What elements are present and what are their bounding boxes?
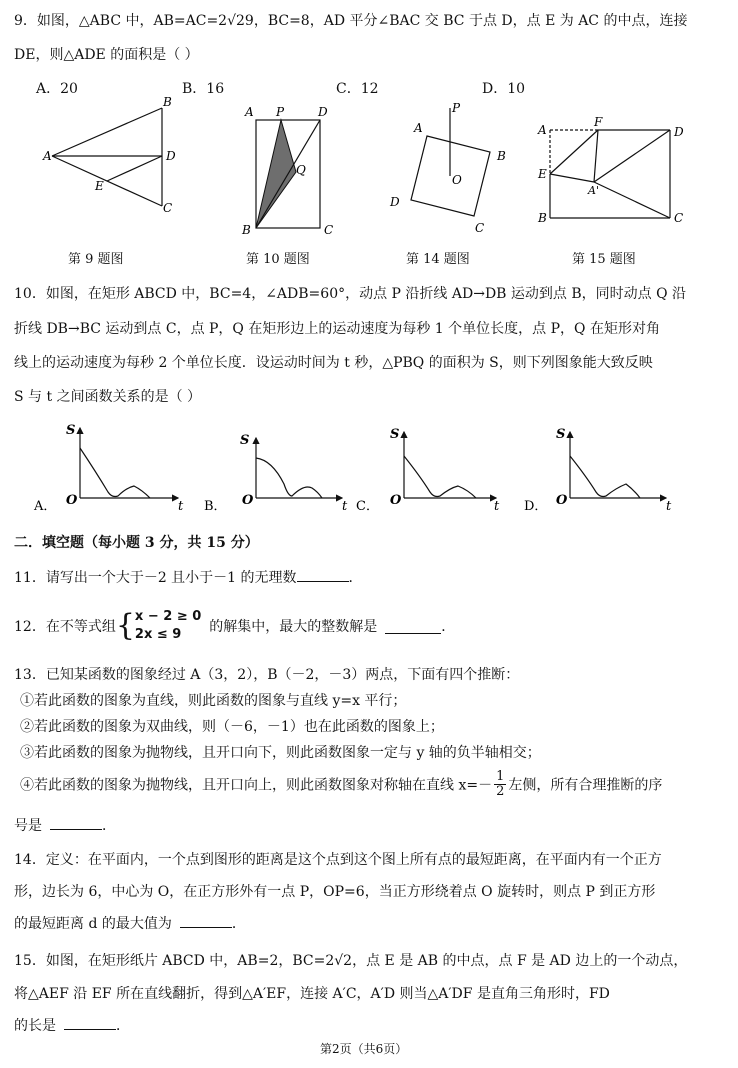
q10-line4: S 与 t 之间函数关系的是（ ） (14, 389, 202, 405)
caption-fig9: 第 9 题图 (68, 252, 124, 267)
caption-fig10: 第 10 题图 (246, 252, 310, 267)
q13-answer-blank[interactable] (50, 815, 102, 830)
fig10-label-c: C (324, 223, 334, 237)
q9-text-line2: DE，则△ADE 的面积是（ ） (14, 47, 199, 63)
q10-line1: 10．如图，在矩形 ABCD 中，BC=4，∠ADB=60°，动点 P 沿折线 AD→DB 运动到点 B，同时动点 Q 沿 (14, 286, 687, 302)
q15-end: ． (116, 1018, 130, 1034)
q13-item3: ③若此函数的图象为抛物线，且开口向下，则此函数图象一定与 y 轴的负半轴相交； (20, 745, 541, 761)
fig15-label-a-prime: A' (588, 184, 599, 197)
q10-line2: 折线 DB→BC 运动到点 C，点 P，Q 在矩形边上的运动速度为每秒 1 个单位长度，点 P，Q 在矩形对角 (14, 321, 660, 337)
fig10-label-q: Q (296, 163, 306, 177)
graph-c-origin: O (390, 493, 402, 508)
graph-a-s-label: S (66, 423, 76, 438)
graph-option-c-label: C． (356, 499, 379, 514)
fig10-label-d: D (318, 105, 328, 119)
fig14-label-d: D (390, 195, 400, 209)
q11-text: 11．请写出一个大于－2 且小于－1 的无理数 (14, 570, 297, 586)
q13-frac-num: 1 (496, 769, 505, 784)
fig15-label-e: E (538, 167, 547, 181)
caption-fig14: 第 14 题图 (406, 252, 470, 267)
q10-graphs (0, 420, 738, 520)
fig14-label-b: B (497, 149, 506, 163)
q12-system (135, 608, 201, 644)
graph-option-a (80, 428, 178, 498)
q13-end-pre: 号是 (14, 818, 42, 834)
graph-option-c (404, 432, 496, 498)
q13-item1: ①若此函数的图象为直线，则此函数的图象与直线 y=x 平行； (20, 693, 407, 709)
q14-line3-pre: 的最短距离 d 的最大值为 (14, 916, 172, 932)
graph-a-t-label: t (178, 499, 184, 514)
q11-line (14, 567, 363, 587)
fig15-label-b: B (538, 211, 547, 225)
q15-answer-blank[interactable] (64, 1015, 116, 1030)
q14-line2: 形，边长为 6，中心为 O，在正方形外有一点 P，OP=6，当正方形绕着点 O 旋转时，则点 P 到正方形 (14, 884, 656, 900)
fig14-label-o: O (452, 173, 462, 187)
graph-b-s-label: S (240, 433, 250, 448)
q13-item4-post: 左侧，所有合理推断的序 (508, 777, 663, 794)
graph-option-d (570, 432, 666, 498)
q11-answer-blank[interactable] (297, 567, 349, 582)
q13-end: ． (102, 818, 116, 834)
fig14-label-c: C (475, 221, 485, 235)
section-fill-in-heading: 二．填空题（每小题 3 分，共 15 分） (14, 535, 259, 551)
fig9-label-e: E (95, 179, 104, 193)
graph-option-d-label: D． (524, 499, 548, 514)
q9-option-d: D．10 (482, 81, 526, 97)
graph-option-a-label: A． (34, 499, 57, 514)
q15-line3-pre: 的长是 (14, 1018, 56, 1034)
graph-a-origin: O (66, 493, 78, 508)
q13-fraction (494, 770, 506, 799)
graph-d-s-label: S (556, 427, 566, 442)
q12-answer-blank[interactable] (385, 619, 441, 634)
q13-item4-pre: ④若此函数的图象为抛物线，且开口向上，则此函数图象对称轴在直线 x=－ (20, 777, 493, 794)
q12-brace: { (115, 608, 135, 643)
q13-line1: 13．已知某函数的图象经过 A（3，2），B（－2，－3）两点，下面有四个推断： (14, 667, 520, 683)
page-footer: 第2页（共6页） (320, 1042, 408, 1056)
graph-d-t-label: t (666, 499, 672, 514)
q14-line1: 14．定义：在平面内，一个点到图形的距离是这个点到这个图上所有点的最短距离，在平面内有一个正方 (14, 852, 662, 868)
figure-15 (550, 130, 670, 218)
graph-option-b (256, 438, 342, 498)
figures-row (0, 96, 738, 246)
graph-c-t-label: t (494, 499, 500, 514)
q12-pre: 12．在不等式组 (14, 619, 116, 635)
caption-fig15: 第 15 题图 (572, 252, 636, 267)
graph-c-s-label: S (390, 427, 400, 442)
fig9-label-a: A (43, 149, 52, 163)
fig14-label-p: P (452, 101, 461, 115)
fig10-label-a: A (245, 105, 254, 119)
q15-line2: 将△AEF 沿 EF 所在直线翻折，得到△A′EF，连接 A′C，A′D 则当△A′DF 是直角三角形时，FD (14, 986, 610, 1002)
q15-line1: 15．如图，在矩形纸片 ABCD 中，AB=2，BC=2√2，点 E 是 AB 的中点，点 F 是 AD 边上的一个动点， (14, 953, 688, 969)
q13-frac-den: 2 (496, 784, 505, 799)
fig10-label-b: B (242, 223, 251, 237)
graph-option-b-label: B． (204, 499, 227, 514)
figure-10 (256, 120, 320, 228)
fig10-label-p: P (276, 105, 285, 119)
fig15-label-a: A (538, 123, 547, 137)
q14-end: ． (231, 916, 246, 932)
q9-option-b: B．16 (182, 81, 225, 97)
q13-line-end (14, 815, 116, 835)
q9-option-a: A．20 (36, 81, 78, 97)
fig9-label-c: C (163, 201, 173, 215)
q12-end: ． (441, 619, 456, 635)
q11-end: ． (348, 570, 363, 586)
q12-post: 的解集中，最大的整数解是 (209, 619, 378, 635)
q13-item2: ②若此函数的图象为双曲线，则（－6，－1）也在此函数的图象上； (20, 719, 444, 735)
q12-line (14, 608, 455, 644)
fig15-label-c: C (674, 211, 684, 225)
q13-item4 (20, 770, 662, 799)
fig9-label-d: D (166, 149, 176, 163)
fig15-label-f: F (594, 115, 603, 129)
q9-option-c: C．12 (336, 81, 379, 97)
q12-ineq1: x − 2 ≥ 0 (134, 609, 202, 624)
q9-text-line1: 9．如图，△ABC 中，AB=AC=2√29，BC=8，AD 平分∠BAC 交 BC 于点 D，点 E 为 AC 的中点，连接 (14, 13, 688, 29)
q14-answer-blank[interactable] (180, 913, 232, 928)
fig9-label-b: B (163, 96, 172, 109)
q10-line3: 线上的运动速度为每秒 2 个单位长度．设运动时间为 t 秒，△PBQ 的面积为 S，则下列图象能大致反映 (14, 355, 653, 371)
q15-line3 (14, 1015, 130, 1035)
q14-line3 (14, 913, 246, 933)
fig14-label-a: A (414, 121, 423, 135)
q12-ineq2: 2x ≤ 9 (134, 627, 182, 642)
graph-b-origin: O (242, 493, 254, 508)
figure-9 (52, 108, 162, 206)
fig15-label-d: D (674, 125, 684, 139)
figure-14 (411, 108, 490, 216)
graph-d-origin: O (556, 493, 568, 508)
graph-b-t-label: t (342, 499, 348, 514)
